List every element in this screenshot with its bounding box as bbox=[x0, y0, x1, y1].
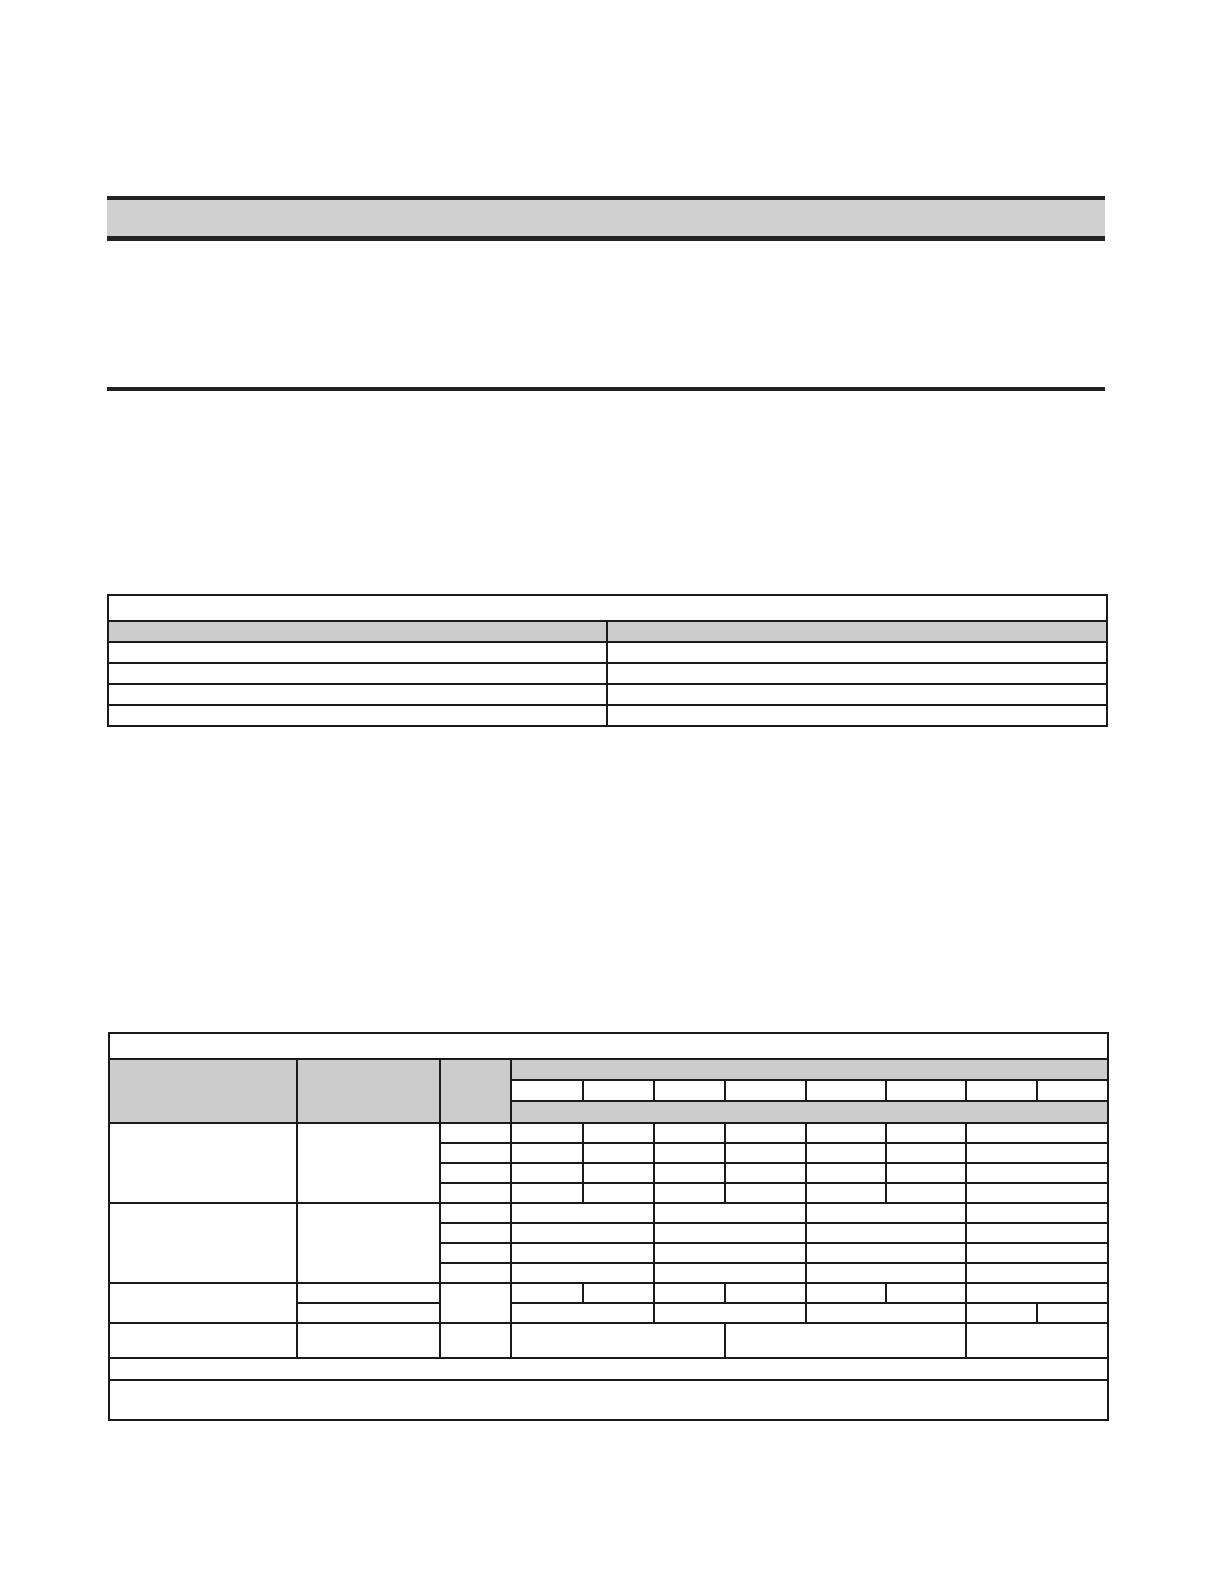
table-2-header-group bbox=[511, 1101, 1108, 1123]
table-cell bbox=[966, 1163, 1108, 1183]
table-row bbox=[109, 1123, 1108, 1143]
table-cell bbox=[886, 1123, 966, 1143]
table-2 bbox=[108, 1032, 1109, 1421]
table-cell bbox=[654, 1203, 806, 1223]
table-row bbox=[108, 684, 1107, 705]
table-cell bbox=[511, 1163, 583, 1183]
table-cell bbox=[654, 1143, 725, 1163]
section-divider-rule bbox=[107, 387, 1105, 391]
table-cell bbox=[607, 684, 1107, 705]
table-cell bbox=[806, 1163, 886, 1183]
table-cell bbox=[108, 642, 607, 663]
table-2-subheader-cell bbox=[583, 1080, 654, 1101]
table-2-header-cell bbox=[297, 1059, 440, 1123]
table-cell bbox=[440, 1123, 511, 1143]
table-cell bbox=[440, 1203, 511, 1223]
table-cell bbox=[297, 1123, 440, 1203]
table-cell bbox=[297, 1323, 440, 1358]
table-cell bbox=[966, 1143, 1108, 1163]
table-cell bbox=[806, 1223, 966, 1243]
table-cell bbox=[966, 1223, 1108, 1243]
table-cell bbox=[806, 1143, 886, 1163]
table-cell bbox=[511, 1243, 654, 1263]
table-1-caption bbox=[108, 595, 1107, 621]
table-cell bbox=[725, 1143, 806, 1163]
header-bottom-rule bbox=[107, 236, 1105, 241]
table-2-subheader-cell bbox=[966, 1080, 1037, 1101]
table-cell bbox=[440, 1223, 511, 1243]
table-cell bbox=[654, 1123, 725, 1143]
table-cell bbox=[806, 1263, 966, 1283]
table-cell bbox=[583, 1143, 654, 1163]
table-cell bbox=[511, 1183, 583, 1203]
table-cell bbox=[297, 1203, 440, 1283]
table-1-header-cell bbox=[108, 621, 607, 642]
table-cell bbox=[725, 1283, 806, 1303]
table-cell bbox=[806, 1123, 886, 1143]
table-cell bbox=[806, 1183, 886, 1203]
table-row bbox=[109, 1323, 1108, 1358]
table-cell bbox=[886, 1143, 966, 1163]
table-cell bbox=[966, 1303, 1037, 1323]
table-cell bbox=[440, 1163, 511, 1183]
table-row bbox=[109, 1203, 1108, 1223]
table-cell bbox=[440, 1183, 511, 1203]
table-row bbox=[108, 663, 1107, 684]
table-cell bbox=[109, 1123, 297, 1203]
table-cell bbox=[654, 1163, 725, 1183]
table-cell bbox=[966, 1183, 1108, 1203]
table-cell bbox=[607, 663, 1107, 684]
table-cell bbox=[725, 1163, 806, 1183]
table-cell bbox=[583, 1183, 654, 1203]
table-row bbox=[109, 1283, 1108, 1303]
table-1 bbox=[107, 594, 1108, 727]
table-cell bbox=[511, 1263, 654, 1283]
table-cell bbox=[1037, 1303, 1108, 1323]
table-cell bbox=[806, 1283, 886, 1303]
table-row bbox=[108, 642, 1107, 663]
table-2-footer-note bbox=[109, 1358, 1108, 1380]
table-cell bbox=[511, 1203, 654, 1223]
table-1-header-cell bbox=[607, 621, 1107, 642]
table-2-subheader-cell bbox=[886, 1080, 966, 1101]
table-cell bbox=[583, 1283, 654, 1303]
table-cell bbox=[966, 1263, 1108, 1283]
table-cell bbox=[297, 1303, 440, 1323]
table-2-subheader-cell bbox=[654, 1080, 725, 1101]
table-cell bbox=[440, 1263, 511, 1283]
table-cell bbox=[654, 1283, 725, 1303]
table-2-subheader-cell bbox=[511, 1080, 583, 1101]
table-cell bbox=[806, 1243, 966, 1263]
table-cell bbox=[511, 1323, 725, 1358]
table-cell bbox=[109, 1283, 297, 1323]
table-cell bbox=[583, 1163, 654, 1183]
table-cell bbox=[583, 1123, 654, 1143]
table-cell bbox=[511, 1303, 654, 1323]
table-cell bbox=[725, 1183, 806, 1203]
table-cell bbox=[109, 1323, 297, 1358]
table-2-footer-text bbox=[109, 1380, 1108, 1420]
table-2-caption bbox=[109, 1033, 1108, 1059]
table-cell bbox=[966, 1203, 1108, 1223]
header-band bbox=[107, 200, 1105, 236]
table-cell bbox=[108, 705, 607, 726]
table-cell bbox=[607, 705, 1107, 726]
table-cell bbox=[440, 1283, 511, 1323]
table-cell bbox=[654, 1183, 725, 1203]
table-cell bbox=[725, 1123, 806, 1143]
table-cell bbox=[297, 1283, 440, 1303]
table-2-header-cell bbox=[109, 1059, 297, 1123]
table-cell bbox=[886, 1283, 966, 1303]
table-cell bbox=[654, 1263, 806, 1283]
table-cell bbox=[966, 1123, 1108, 1143]
table-cell bbox=[654, 1223, 806, 1243]
table-cell bbox=[108, 684, 607, 705]
table-cell bbox=[511, 1143, 583, 1163]
table-cell bbox=[511, 1223, 654, 1243]
table-cell bbox=[607, 642, 1107, 663]
table-cell bbox=[511, 1283, 583, 1303]
table-cell bbox=[511, 1123, 583, 1143]
table-cell bbox=[966, 1323, 1108, 1358]
table-cell bbox=[806, 1303, 966, 1323]
table-cell bbox=[654, 1303, 806, 1323]
table-cell bbox=[966, 1283, 1108, 1303]
table-cell bbox=[109, 1203, 297, 1283]
table-2-subheader-cell bbox=[806, 1080, 886, 1101]
table-2-header-cell bbox=[440, 1059, 511, 1123]
table-cell bbox=[886, 1183, 966, 1203]
table-cell bbox=[654, 1243, 806, 1263]
table-cell bbox=[806, 1203, 966, 1223]
table-cell bbox=[108, 663, 607, 684]
table-cell bbox=[966, 1243, 1108, 1263]
table-2-header-group bbox=[511, 1059, 1108, 1080]
table-cell bbox=[440, 1143, 511, 1163]
table-2-subheader-cell bbox=[725, 1080, 806, 1101]
table-cell bbox=[725, 1323, 966, 1358]
table-row bbox=[108, 705, 1107, 726]
table-cell bbox=[886, 1163, 966, 1183]
table-2-subheader-cell bbox=[1037, 1080, 1108, 1101]
table-cell bbox=[440, 1323, 511, 1358]
table-cell bbox=[440, 1243, 511, 1263]
